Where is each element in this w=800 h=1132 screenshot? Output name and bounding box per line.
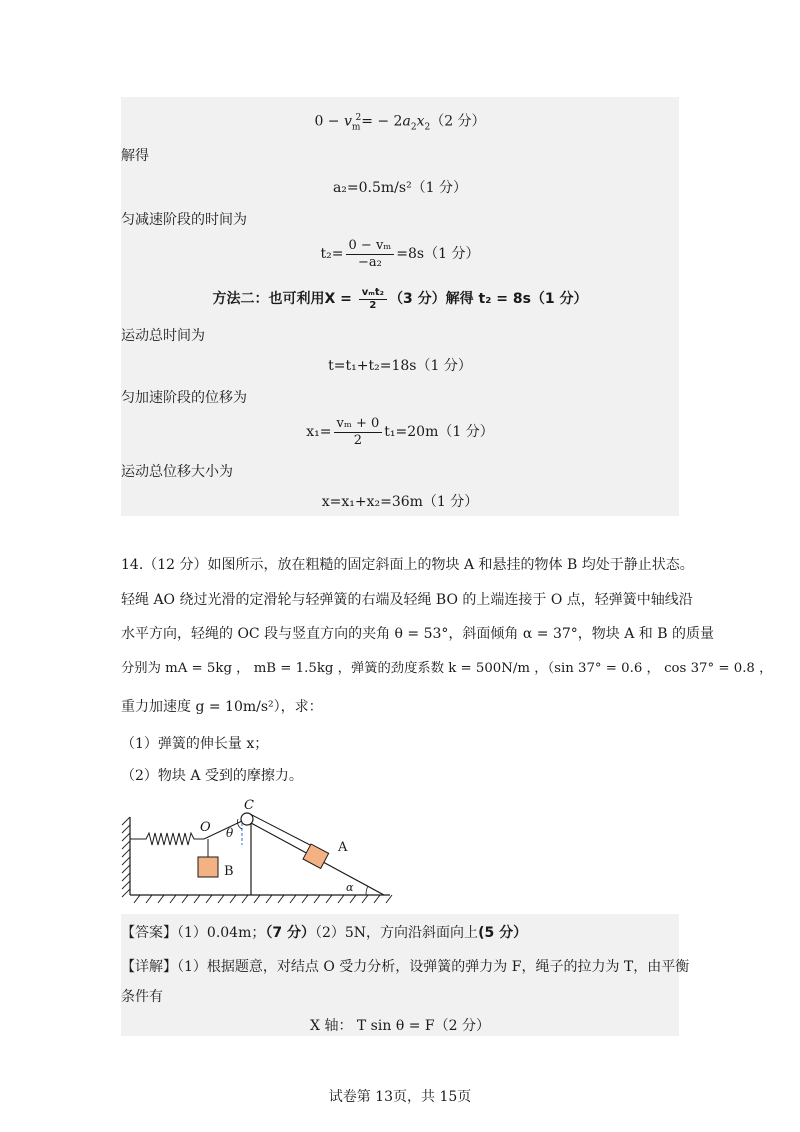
label-b: B: [224, 864, 234, 879]
text-jiede: 解得: [121, 148, 149, 164]
detail-line-2: 条件有: [121, 989, 163, 1005]
equation-x1: x₁= $\frac{\text{vₘ + 0}}{2}$ t₁=20m（1 分）: [306, 415, 494, 448]
equation-total-displacement: x=x₁+x₂=36m（1 分）: [321, 494, 479, 510]
text-total-time: 运动总时间为: [121, 328, 205, 344]
fraction-x1: $\frac{\text{vₘ + 0}}{2}$: [334, 416, 383, 449]
question-line-1: 14.（12 分）如图所示，放在粗糙的固定斜面上的物块 A 和悬挂的物体 B 均处于静止状态。: [121, 557, 694, 573]
detail-tag: 【详解】: [121, 959, 177, 975]
fraction-method2: $\frac{\text{vₘt₂}}{2}$: [359, 287, 387, 312]
text-accel-displacement: 匀加速阶段的位移为: [121, 390, 247, 406]
wall-hatch: [122, 817, 130, 897]
alpha-arc: [366, 886, 368, 895]
equation-a2: a₂=0.5m/s²（1 分）: [332, 180, 468, 196]
label-alpha: α: [346, 881, 354, 894]
method-two-line: 方法二：也可利用X = $\frac{\text{vₘt₂}}{2}$ （3 分）解得 t₂ = 8s（1 分）: [212, 286, 588, 311]
ground-hatch: [134, 895, 392, 903]
label-c: C: [244, 798, 254, 813]
question-line-3: 水平方向，轻绳的 OC 段与竖直方向的夹角 θ = 53°，斜面倾角 α = 37°，物块 A 和 B 的质量: [121, 626, 714, 642]
rope-ao: [250, 814, 314, 847]
question-line-2: 轻绳 AO 绕过光滑的定滑轮与轻弹簧的右端及轻绳 BO 的上端连接于 O 点，轻弹簧中轴线沿: [121, 592, 693, 608]
text-decel-time: 匀减速阶段的时间为: [121, 212, 247, 228]
label-theta: θ: [226, 826, 234, 840]
block-a: [303, 844, 329, 868]
question-sub-2: （2）物块 A 受到的摩擦力。: [121, 768, 303, 784]
question-line-5: 重力加速度 g = 10m/s²），求：: [121, 699, 323, 715]
label-o: O: [200, 820, 211, 835]
label-a: A: [338, 840, 348, 855]
answer-line: 【答案】（1）0.04m；（7 分）（2）5N，方向沿斜面向上(5 分）: [121, 925, 528, 941]
answer-tag: 【答案】: [121, 925, 177, 941]
physics-figure: [118, 795, 398, 907]
equation-decel-displacement: $0 - v_m^2= - 2a_2x_2(2$ 分）: [314, 113, 486, 133]
equation-total-time: t=t₁+t₂=18s（1 分）: [328, 358, 472, 374]
equation-x-axis: X 轴： T sin θ = F（2 分）: [310, 1018, 490, 1034]
page-footer: 试卷第 13页，共 15页: [328, 1089, 472, 1105]
text-total-displacement: 运动总位移大小为: [121, 464, 233, 480]
question-line-4: 分别为 mA = 5kg ， mB = 1.5kg ，弹簧的劲度系数 k = 500N/m ，（sin 37° = 0.6 ， cos 37° = 0.8 ，: [121, 661, 773, 676]
equation-t2: t₂= $\frac{\text{0 − vₘ}}{\text{−a₂}}$ =8s（1 分）: [320, 237, 480, 270]
fraction-t2: $\frac{\text{0 − vₘ}}{\text{−a₂}}$: [346, 238, 395, 271]
spring: [130, 833, 204, 845]
detail-line-1: 【详解】（1）根据题意，对结点 O 受力分析，设弹簧的弹力为 F，绳子的拉力为 T，由平衡: [121, 959, 690, 975]
question-sub-1: （1）弹簧的伸长量 x；: [121, 736, 269, 752]
block-b: [198, 857, 218, 877]
